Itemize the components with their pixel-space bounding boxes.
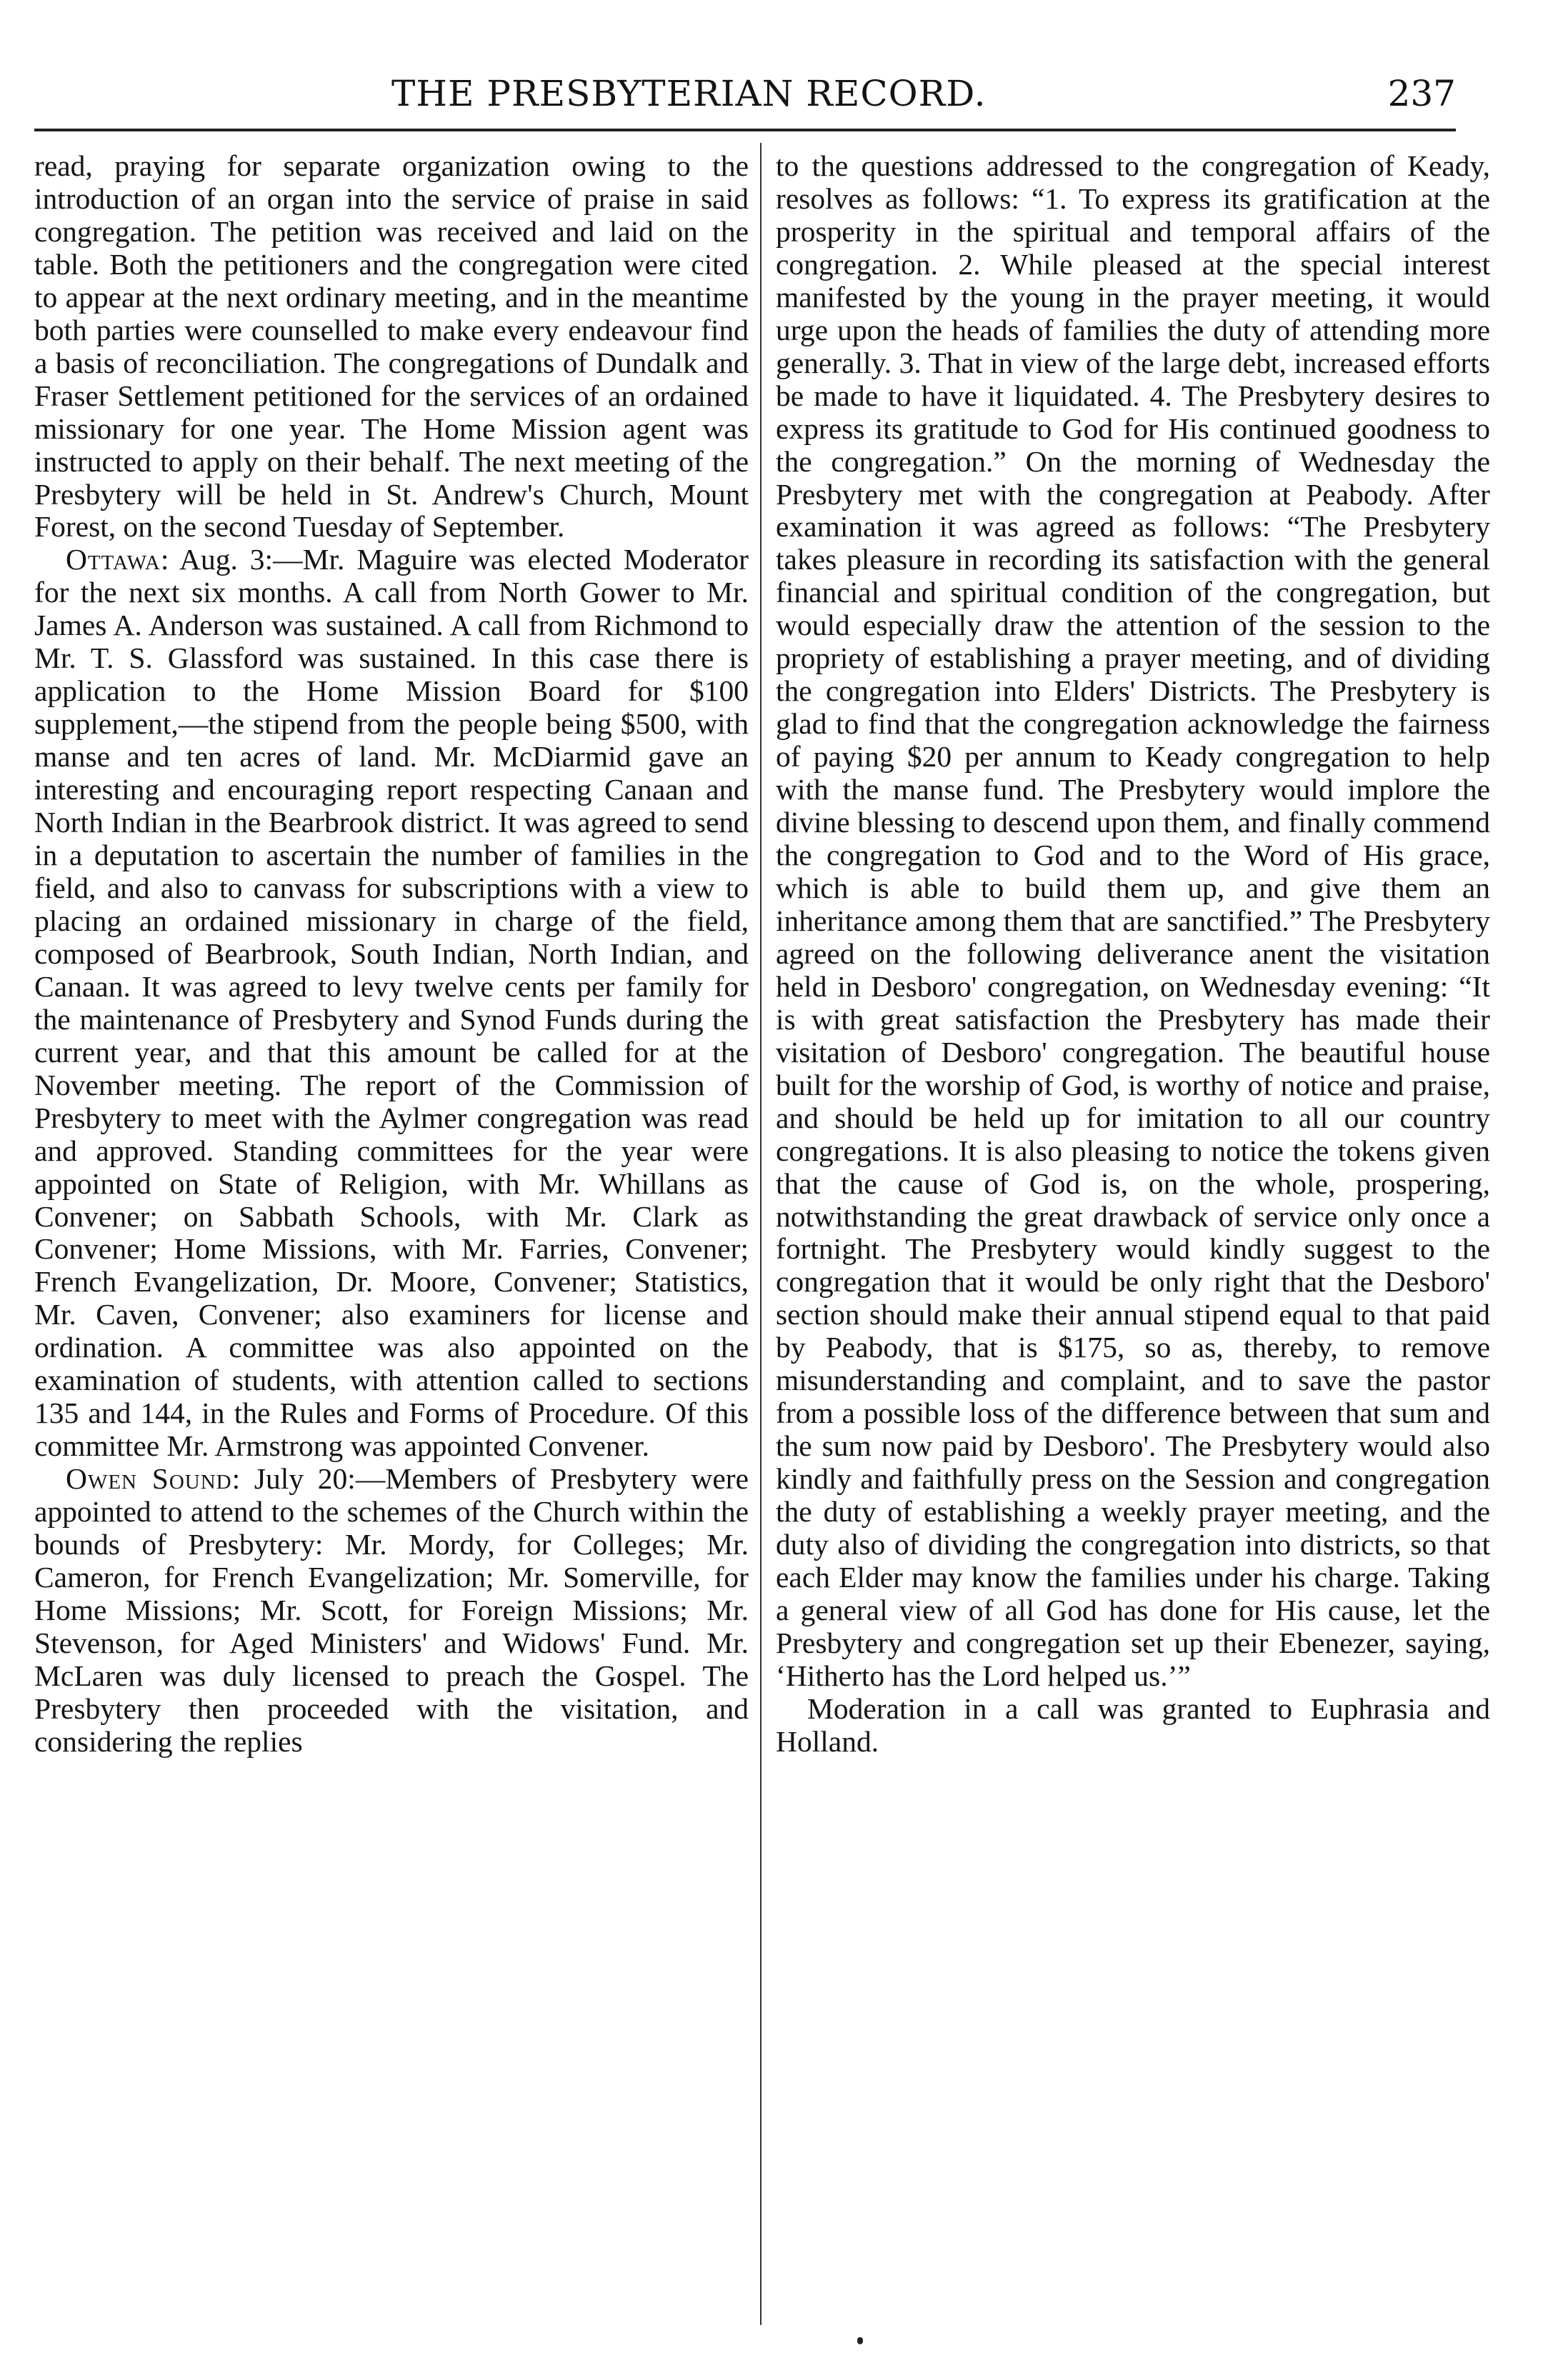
- paragraph-owen-sound-text: : July 20:—Members of Presbytery were appointed to attend to the schemes of the Church within the bounds of Presbytery: Mr. Mordy, for Colleges; Mr. Cameron, for French Evangelization; Mr. Somerville, for Home Missions; Mr. Scott, for Foreign Missions; Mr. Stevenson, for Aged Ministers' and Widows' Fund. Mr. McLaren was duly licensed to preach the Gospel. The Presbytery then proceeded with the visitation, and considering the replies: [34, 1462, 749, 1758]
- paragraph-ottawa-text: : Aug. 3:—Mr. Maguire was elected Moderator for the next six months. A call from North Gower to Mr. James A. Anderson was sustained. A call from Richmond to Mr. T. S. Glassford was sustained. In this case there is application to the Home Mission Board for $100 supplement,—the stipend from the people being $500, with manse and ten acres of land. Mr. McDiarmid gave an interesting and encouraging report respecting Canaan and North Indian in the Bearbrook district. It was agreed to send in a deputation to ascertain the number of families in the field, and also to canvass for subscriptions with a view to placing an ordained missionary in charge of the field, composed of Bearbrook, South Indian, North Indian, and Canaan. It was agreed to levy twelve cents per family for the maintenance of Presbytery and Synod Funds during the current year, and that this amount be called for at the November meeting. The report of the Commission of Presbytery to meet with the Aylmer congregation was read and approved. Standing committees for the year were appointed on State of Religion, with Mr. Whillans as Convener; on Sabbath Schools, with Mr. Clark as Convener; Home Missions, with Mr. Farries, Convener; French Evangelization, Dr. Moore, Convener; Statistics, Mr. Caven, Convener; also examiners for license and ordination. A committee was also appointed on the examination of students, with attention called to sections 135 and 144, in the Rules and Forms of Procedure. Of this committee Mr. Armstrong was appointed Convener.: [34, 543, 749, 1463]
- paragraph-owen-sound: [34, 1463, 749, 1759]
- paragraph-keady-desboro: to the questions addressed to the congregation of Keady, resolves as follows: “1. To express its gratification at the prosperity in the spiritual and temporal affairs of the congregation. 2. While pleased at the special interest manifested by the young in the prayer meeting, it would urge upon the heads of families the duty of attending more generally. 3. That in view of the large debt, increased efforts be made to have it liquidated. 4. The Presbytery desires to express its gratitude to God for His continued goodness to the congregation.” On the morning of Wednesday the Presbytery met with the congregation at Peabody. After examination it was agreed as follows: “The Presbytery takes pleasure in recording its satisfaction with the general financial and spiritual condition of the congregation, but would especially draw the attention of the session to the propriety of establishing a prayer meeting, and of dividing the congregation into Elders' Districts. The Presbytery is glad to find that the congregation acknowledge the fairness of paying $20 per annum to Keady congregation to help with the manse fund. The Presbytery would implore the divine blessing to descend upon them, and finally commend the congregation to God and to the Word of His grace, which is able to build them up, and give them an inheritance among them that are sanctified.” The Presbytery agreed on the following deliverance anent the visitation held in Desboro' congregation, on Wednesday evening: “It is with great satisfaction the Presbytery has made their visitation of Desboro' congregation. The beautiful house built for the worship of God, is worthy of notice and praise, and should be held up for imitation to all our country congregations. It is also pleasing to notice the tokens given that the cause of God is, on the whole, prospering, notwithstanding the great drawback of service only once a fortnight. The Presbytery would kindly suggest to the congregation that it would be only right that the Desboro' section should make their annual stipend equal to that paid by Peabody, that is $175, so as, thereby, to remove misunderstanding and complaint, and to save the pastor from a possible loss of the difference between that sum and the sum now paid by Desboro'. The Presbytery would also kindly and faithfully press on the Session and congregation the duty of establishing a weekly prayer meeting, and the duty also of dividing the congregation into districts, so that each Elder may know the families under his charge. Taking a general view of all God has done for His cause, let the Presbytery and congregation set up their Ebenezer, saying, ‘Hitherto has the Lord helped us.’”: [776, 149, 1490, 1692]
- column-divider: [760, 143, 761, 2325]
- presbytery-heading-owen-sound: Owen Sound: [66, 1462, 232, 1496]
- header-rule: [34, 129, 1456, 131]
- left-column: [34, 150, 749, 1759]
- paragraph-ottawa: [34, 544, 749, 1463]
- paragraph-moderation: Moderation in a call was granted to Euphrasia and Holland.: [776, 1691, 1490, 1758]
- page-header: [34, 69, 1456, 133]
- right-column: [776, 150, 1490, 1759]
- presbytery-heading-ottawa: Ottawa: [66, 543, 161, 576]
- running-title: THE PRESBYTERIAN RECORD.: [391, 73, 987, 114]
- paragraph-continued: read, praying for separate organization owing to the introduction of an organ into the service of praise in said congregation. The petition was received and laid on the table. Both the petitioners and the congregation were cited to appear at the next ordinary meeting, and in the meantime both parties were counselled to make every endeavour find a basis of reconciliation. The congregations of Dundalk and Fraser Settlement petitioned for the services of an ordained missionary for one year. The Home Mission agent was instructed to apply on their behalf. The next meeting of the Presbytery will be held in St. Andrew's Church, Mount Forest, on the second Tuesday of September.: [34, 149, 749, 544]
- page-number: 237: [1387, 73, 1456, 114]
- print-mark: [857, 2337, 863, 2344]
